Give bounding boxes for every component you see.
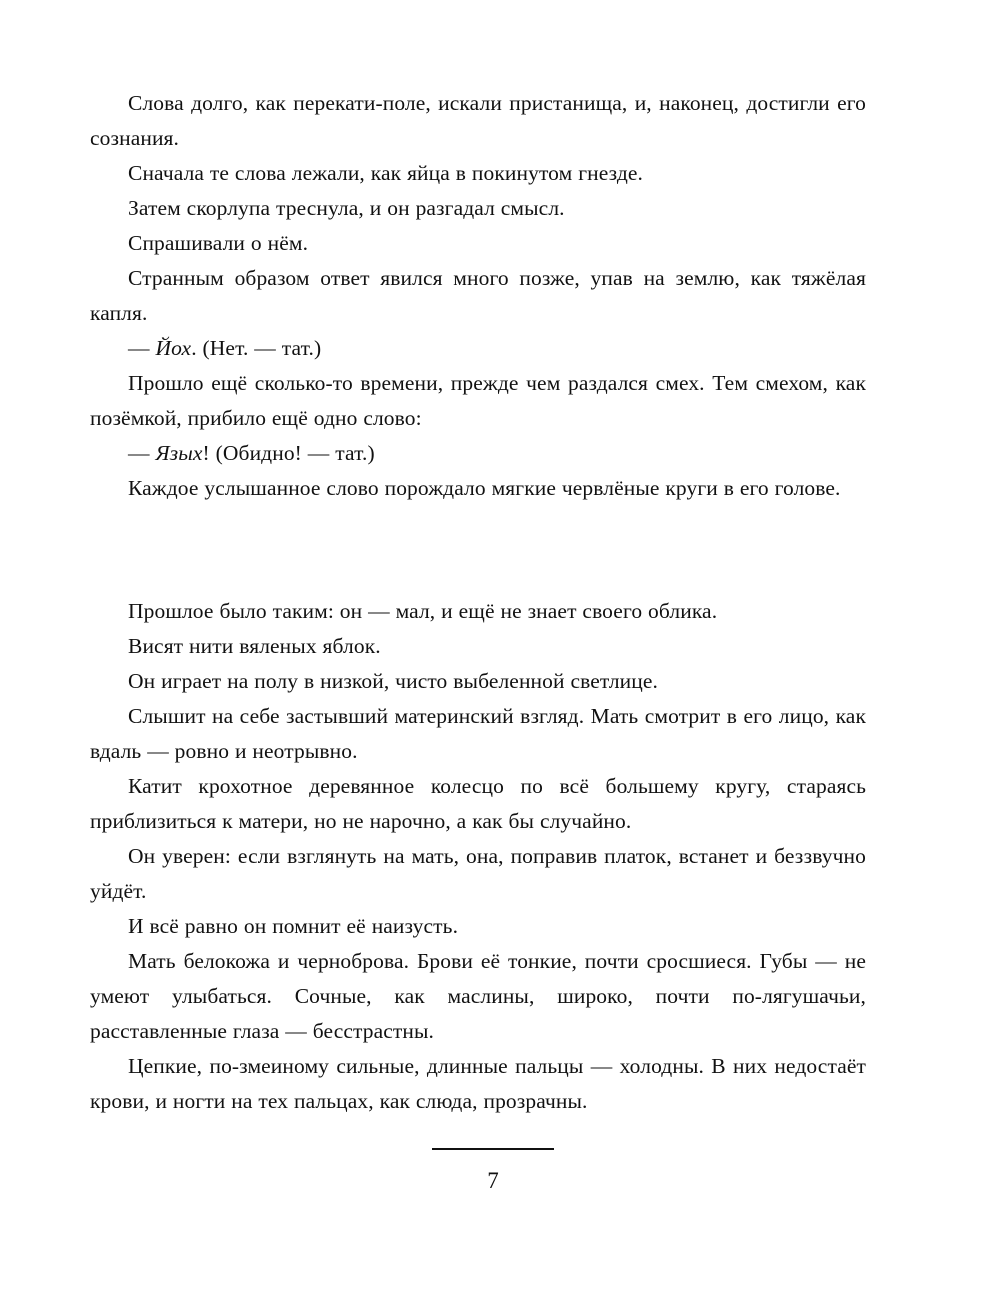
- paragraph: Цепкие, по-змеиному сильные, длинные пальцы — холодны. В них недостаёт крови, и ногти на тех пальцах, как слюда, прозрачны.: [90, 1054, 866, 1113]
- text-block-1: [90, 86, 866, 506]
- dialogue-translation: . (Нет. — тат.): [191, 336, 322, 360]
- dialogue-dash: —: [128, 441, 156, 465]
- paragraph: Он уверен: если взглянуть на мать, она, поправив платок, встанет и беззвучно уйдёт.: [90, 844, 866, 903]
- paragraph: Каждое услышанное слово порождало мягкие червлёные круги в его голове.: [128, 476, 841, 500]
- paragraph: Катит крохотное деревянное колесцо по всё большему кругу, стараясь приблизиться к матери, но не нарочно, а как бы случайно.: [90, 774, 866, 833]
- dialogue-line: [90, 331, 866, 366]
- text-block-2: [90, 594, 866, 1119]
- paragraph: И всё равно он помнит её наизусть.: [128, 914, 459, 938]
- foreign-word-italic: Язых: [155, 441, 203, 465]
- paragraph: Спрашивали о нём.: [128, 231, 309, 255]
- page-footer: [0, 1148, 986, 1194]
- paragraph: Слышит на себе застывший материнский взгляд. Мать смотрит в его лицо, как вдаль — ровно и неотрывно.: [90, 704, 866, 763]
- foreign-word-italic: Йох: [155, 336, 192, 360]
- paragraph: Затем скорлупа треснула, и он разгадал смысл.: [128, 196, 565, 220]
- dialogue-dash: —: [128, 336, 156, 360]
- paragraph: Странным образом ответ явился много позже, упав на землю, как тяжёлая капля.: [90, 266, 866, 325]
- paragraph: Он играет на полу в низкой, чисто выбеленной светлице.: [128, 669, 659, 693]
- page-number: 7: [487, 1168, 499, 1193]
- dialogue-line: [90, 436, 866, 471]
- paragraph: Сначала те слова лежали, как яйца в покинутом гнезде.: [128, 161, 643, 185]
- paragraph: Прошло ещё сколько-то времени, прежде чем раздался смех. Тем смехом, как позёмкой, прибило ещё одно слово:: [90, 371, 866, 430]
- dialogue-translation: ! (Обидно! — тат.): [202, 441, 375, 465]
- paragraph: Мать белокожа и черноброва. Брови её тонкие, почти сросшиеся. Губы — не умеют улыбаться. Сочные, как маслины, широко, почти по-лягушачьи, расставленные глаза — бесстрастны.: [90, 949, 866, 1043]
- paragraph: Висят нити вяленых яблок.: [128, 634, 381, 658]
- text-column: [90, 86, 866, 1119]
- paragraph: Слова долго, как перекати-поле, искали пристанища, и, наконец, достигли его сознания.: [90, 91, 866, 150]
- paragraph: Прошлое было таким: он — мал, и ещё не знает своего облика.: [128, 599, 718, 623]
- footer-divider-rule: [432, 1148, 554, 1150]
